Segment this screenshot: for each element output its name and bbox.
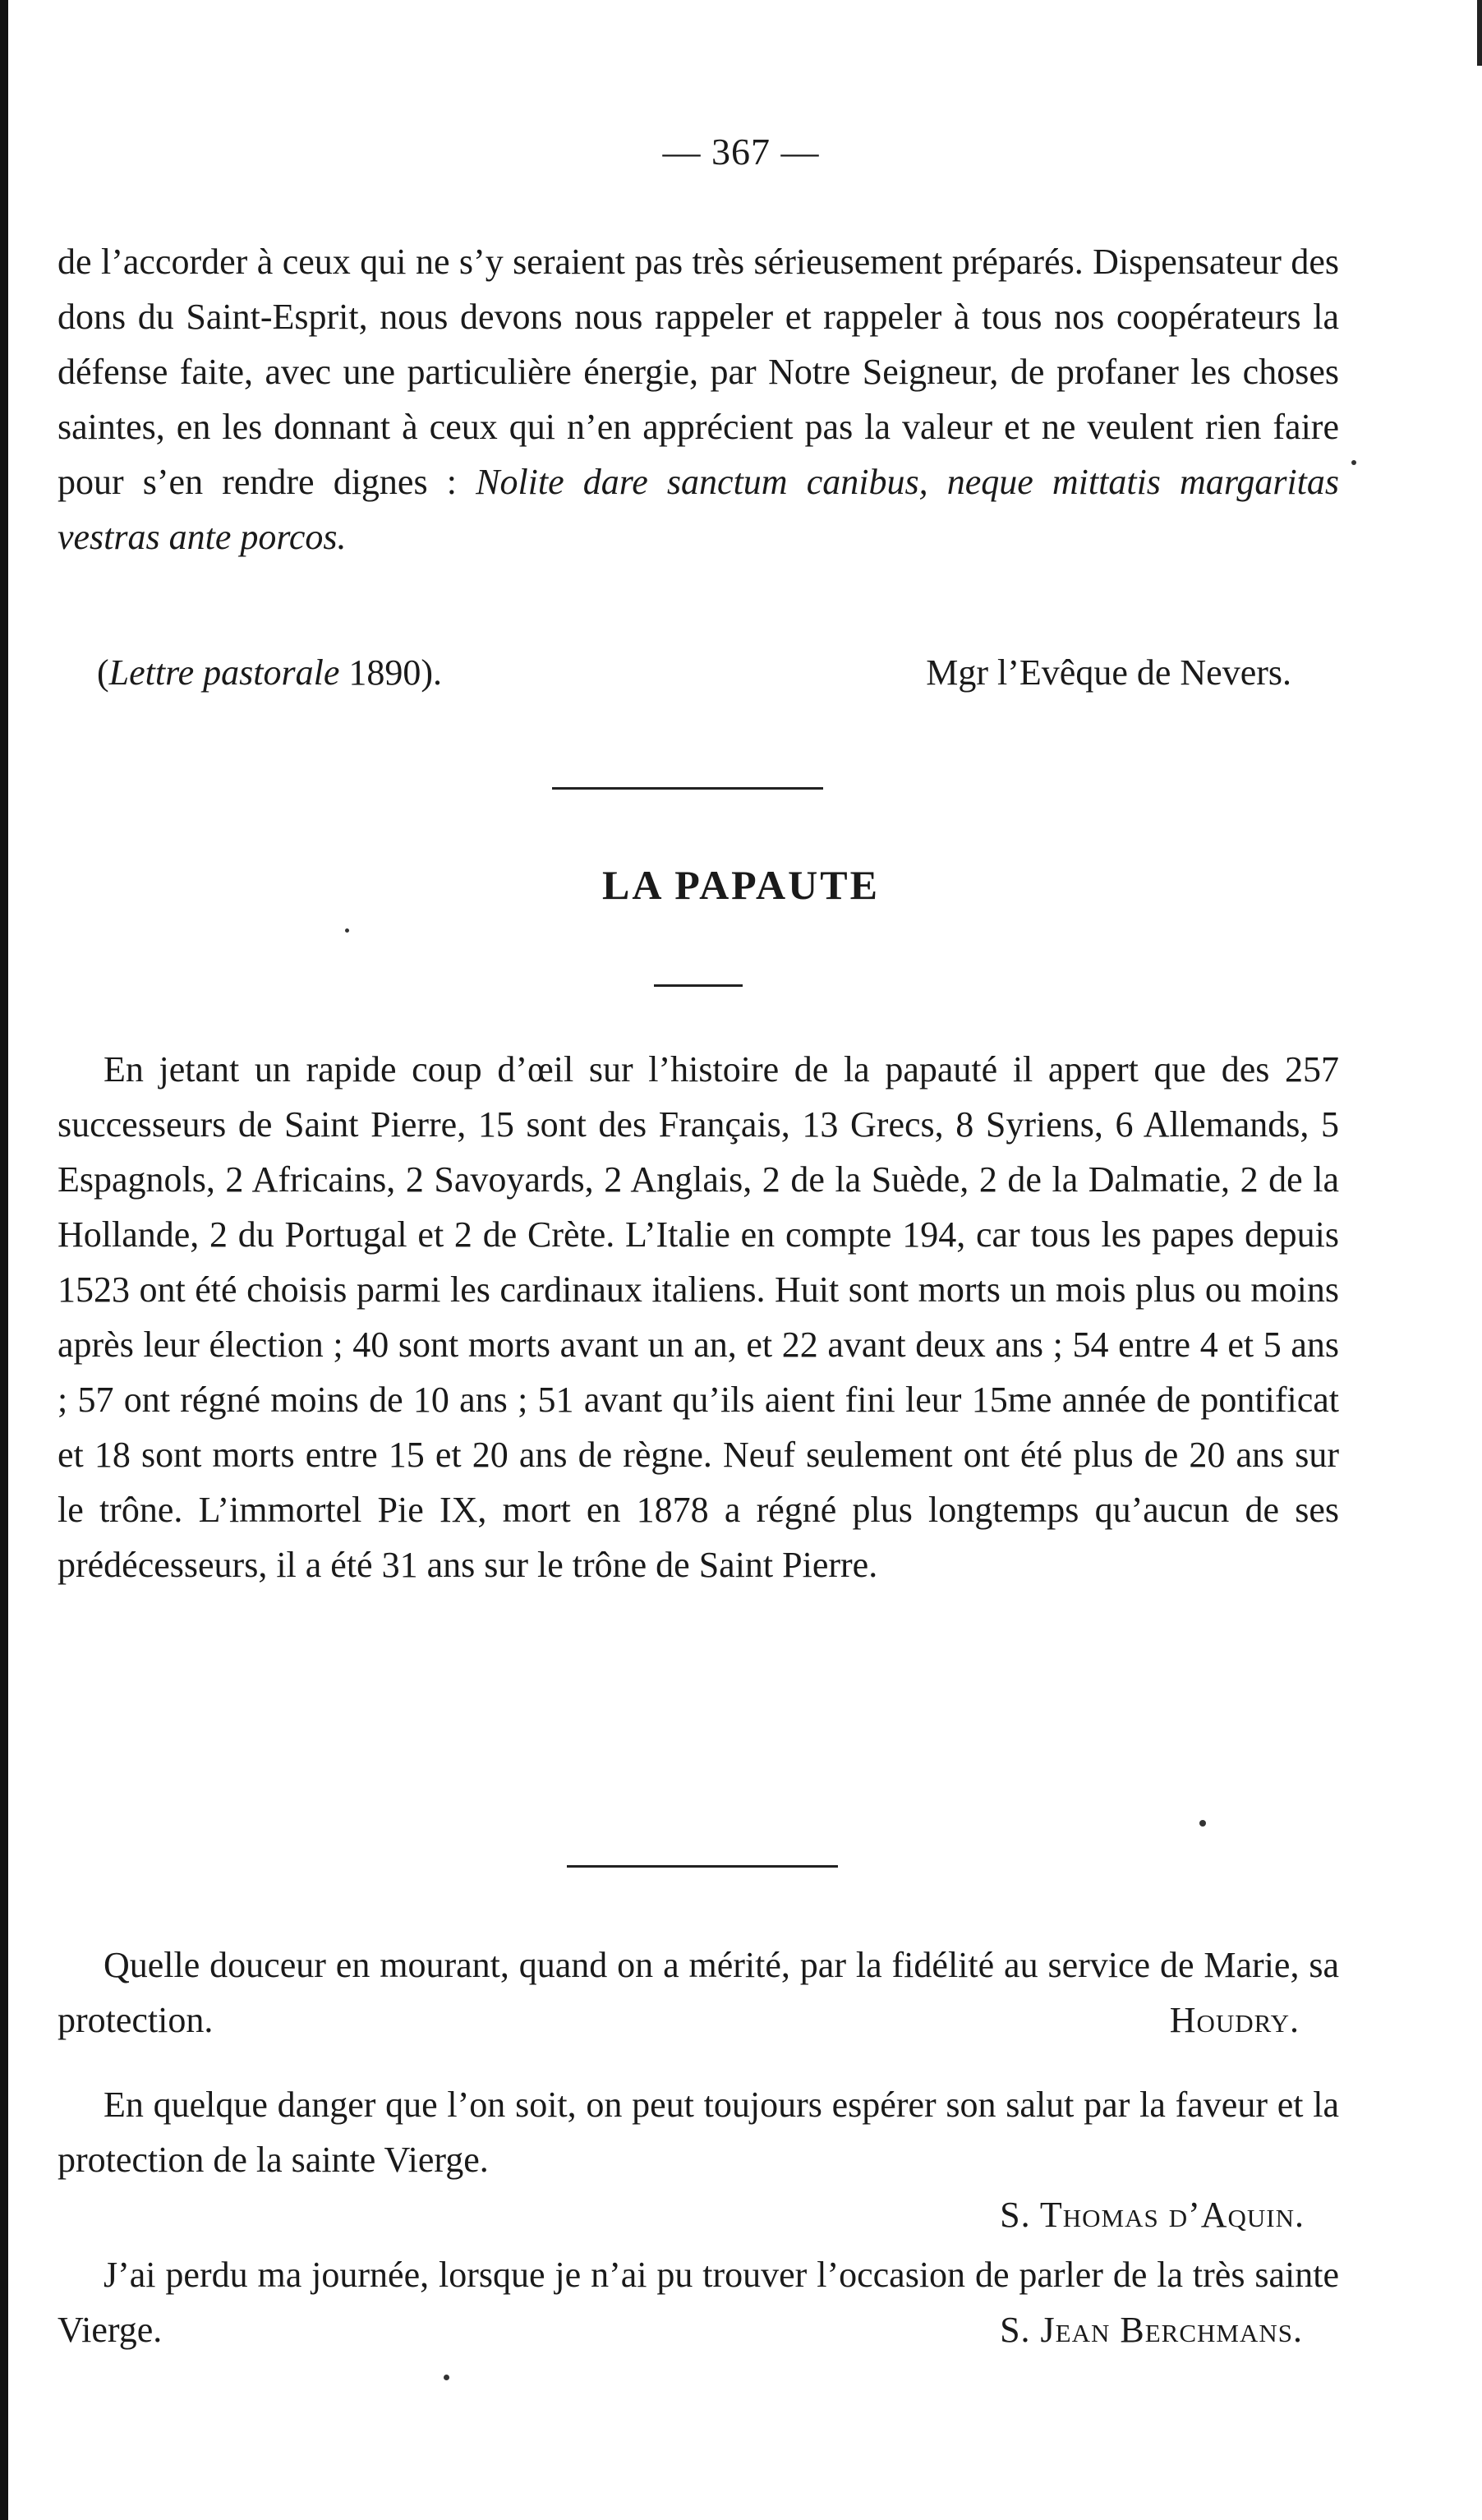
- intro-source: [97, 645, 442, 700]
- quote-1: [58, 1937, 1339, 2048]
- quote-1-author: Houdry.: [1169, 2000, 1300, 2040]
- source-open-paren: (: [97, 652, 109, 693]
- quote-2-text: En quelque danger que l’on soit, on peut toujours espérer son salut par la faveur et la protection de la sainte Vierge.: [58, 2085, 1339, 2180]
- page-number: — 367 —: [662, 131, 820, 173]
- intro-author: Mgr l’Evêque de Nevers.: [926, 652, 1291, 693]
- scan-speck: [345, 928, 349, 933]
- title-underline: [654, 984, 743, 987]
- intro-paragraph: [58, 234, 1339, 564]
- quote-2: [58, 2077, 1339, 2187]
- scan-speck: [444, 2375, 449, 2380]
- quote-3-text: J’ai perdu ma journée, lorsque je n’ai pu trouver l’occasion de parler de la très sainte Vierge.: [58, 2255, 1339, 2350]
- scan-speck: [1199, 1820, 1206, 1827]
- intro-latin-quote: Nolite dare sanctum canibus, neque mittatis margaritas vestras ante porcos.: [58, 462, 1340, 557]
- quote-2-author: S. Thomas d’Aquin.: [1000, 2195, 1305, 2235]
- quote-1-text: Quelle douceur en mourant, quand on a mérité, par la fidélité au service de Marie, sa protection.: [58, 1945, 1339, 2040]
- divider-top: [552, 787, 823, 790]
- scan-speck: [1351, 460, 1356, 465]
- intro-text: de l’accorder à ceux qui ne s’y seraient pas très sérieusement préparés. Dispensateur des dons du Saint-Esprit, nous devons nous rappeler et rappeler à tous nos coopérateurs la défense faite, avec une particulière énergie, par Notre Seigneur, de profaner les choses saintes, en les donnant à ceux qui n’en apprécient pas la valeur et ne veulent rien faire pour s’en rendre dignes :: [58, 242, 1339, 502]
- source-year: 1890).: [348, 652, 443, 693]
- divider-middle: [567, 1865, 838, 1868]
- papaute-paragraph: En jetant un rapide coup d’œil sur l’histoire de la papauté il appert que des 257 successeurs de Saint Pierre, 15 sont des Français, 13 Grecs, 8 Syriens, 6 Allemands, 5 Espagnols, 2 Africains, 2 Savoyards, 2 Anglais, 2 de la Suède, 2 de la Dalmatie, 2 de la Hollande, 2 du Portugal et 2 de Crète. L’Italie en compte 194, car tous les papes depuis 1523 ont été choisis parmi les cardinaux italiens. Huit sont morts un mois plus ou moins après leur élection ; 40 sont morts avant un an, et 22 avant deux ans ; 54 entre 4 et 5 ans ; 57 ont régné moins de 10 ans ; 51 avant qu’ils aient fini leur 15me année de pontificat et 18 sont morts entre 15 et 20 ans de règne. Neuf seulement ont été plus de 20 ans sur le trône. L’immortel Pie IX, mort en 1878 a régné plus longtemps qu’aucun de ses prédécesseurs, il a été 31 ans sur le trône de Saint Pierre.: [58, 1049, 1339, 1585]
- source-title: Lettre pastorale: [108, 652, 340, 693]
- scan-edge-right: [1477, 0, 1482, 66]
- section-title: LA PAPAUTE: [602, 862, 880, 908]
- scan-edge-left: [0, 0, 8, 2520]
- quote-3-author: S. Jean Berchmans.: [1000, 2310, 1303, 2350]
